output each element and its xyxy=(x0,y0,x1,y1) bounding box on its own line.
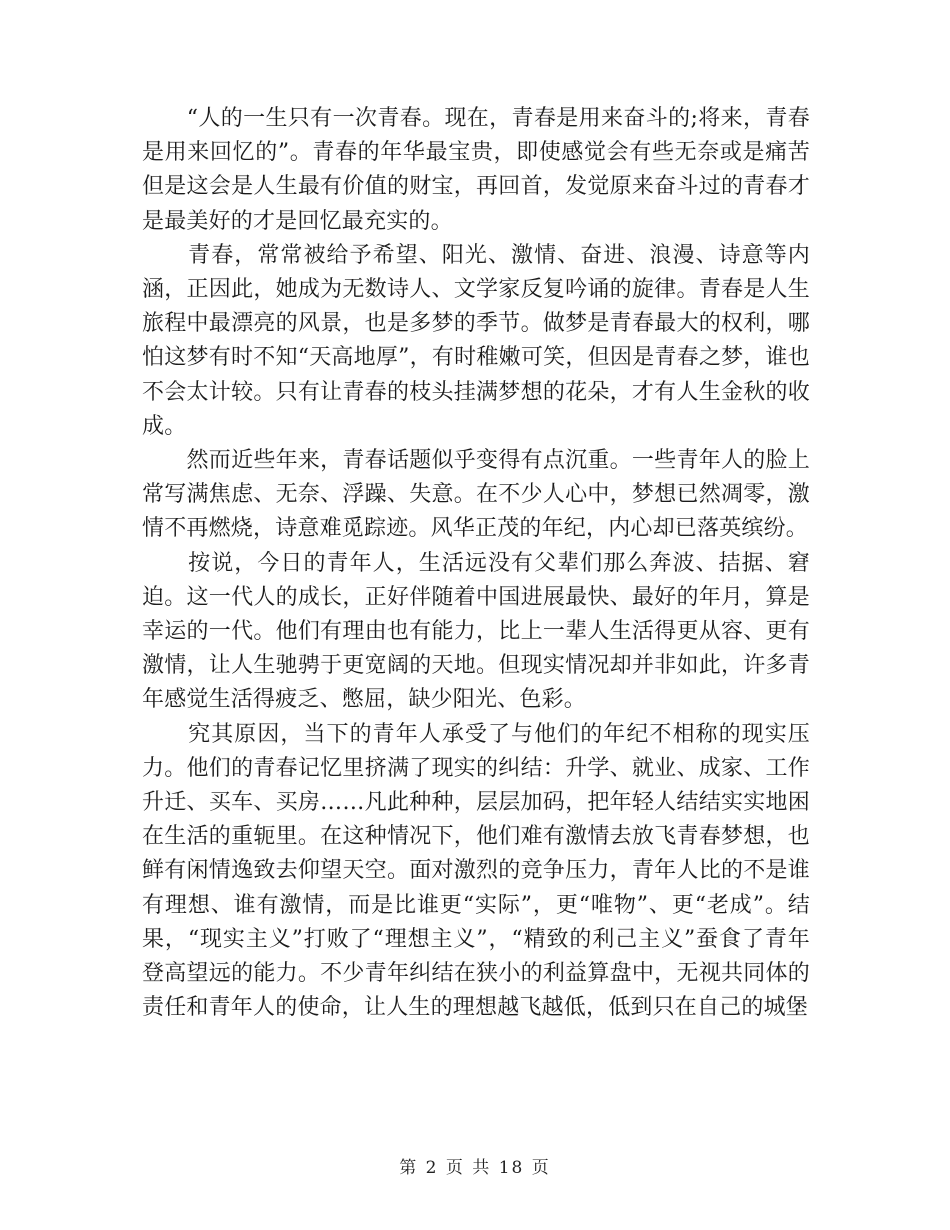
document-body xyxy=(142,102,810,1025)
paragraph-3: 然而近些年来，青春话题似乎变得有点沉重。一些青年人的脸上常写满焦虑、无奈、浮躁、失意。在不少人心中，梦想已然凋零，激情不再燃烧，诗意难觅踪迹。风华正茂的年纪，内心却已落英缤纷。 xyxy=(142,448,810,542)
paragraph-2: 青春，常常被给予希望、阳光、激情、奋进、浪漫、诗意等内涵，正因此，她成为无数诗人、文学家反复吟诵的旋律。青春是人生旅程中最漂亮的风景，也是多梦的季节。做梦是青春最大的权利，哪怕这梦有时不知“天高地厚”，有时稚嫩可笑，但因是青春之梦，谁也不会太计较。只有让青春的枝头挂满梦想的花朵，才有人生金秋的收成。 xyxy=(142,242,810,439)
page-number-footer: 第 2 页 共 18 页 xyxy=(399,1158,551,1178)
paragraph-4: 按说，今日的青年人，生活远没有父辈们那么奔波、拮据、窘迫。这一代人的成长，正好伴随着中国进展最快、最好的年月，算是幸运的一代。他们有理由也有能力，比上一辈人生活得更从容、更有激情，让人生驰骋于更宽阔的天地。但现实情况却并非如此，许多青年感觉生活得疲乏、憋屈，缺少阳光、色彩。 xyxy=(142,550,810,713)
paragraph-5: 究其原因，当下的青年人承受了与他们的年纪不相称的现实压力。他们的青春记忆里挤满了现实的纠结：升学、就业、成家、工作升迁、买车、买房……凡此种种，层层加码，把年轻人结结实实地困在生活的重轭里。在这种情况下，他们难有激情去放飞青春梦想，也鲜有闲情逸致去仰望天空。面对激烈的竞争压力，青年人比的不是谁有理想、谁有激情，而是比谁更“实际”，更“唯物”、更“老成”。结果，“现实主义”打败了“理想主义”，“精致的利己主义”蚕食了青年登高望远的能力。不少青年纠结在狭小的利益算盘中，无视共同体的责任和青年人的使命，让人生的理想越飞越低，低到只在自己的城堡 xyxy=(142,721,810,1021)
paragraph-1: “人的一生只有一次青春。现在，青春是用来奋斗的;将来，青春是用来回忆的”。青春的年华最宝贵，即使感觉会有些无奈或是痛苦但是这会是人生最有价值的财宝，再回首，发觉原来奋斗过的青春才是最美好的才是回忆最充实的。 xyxy=(142,106,810,234)
